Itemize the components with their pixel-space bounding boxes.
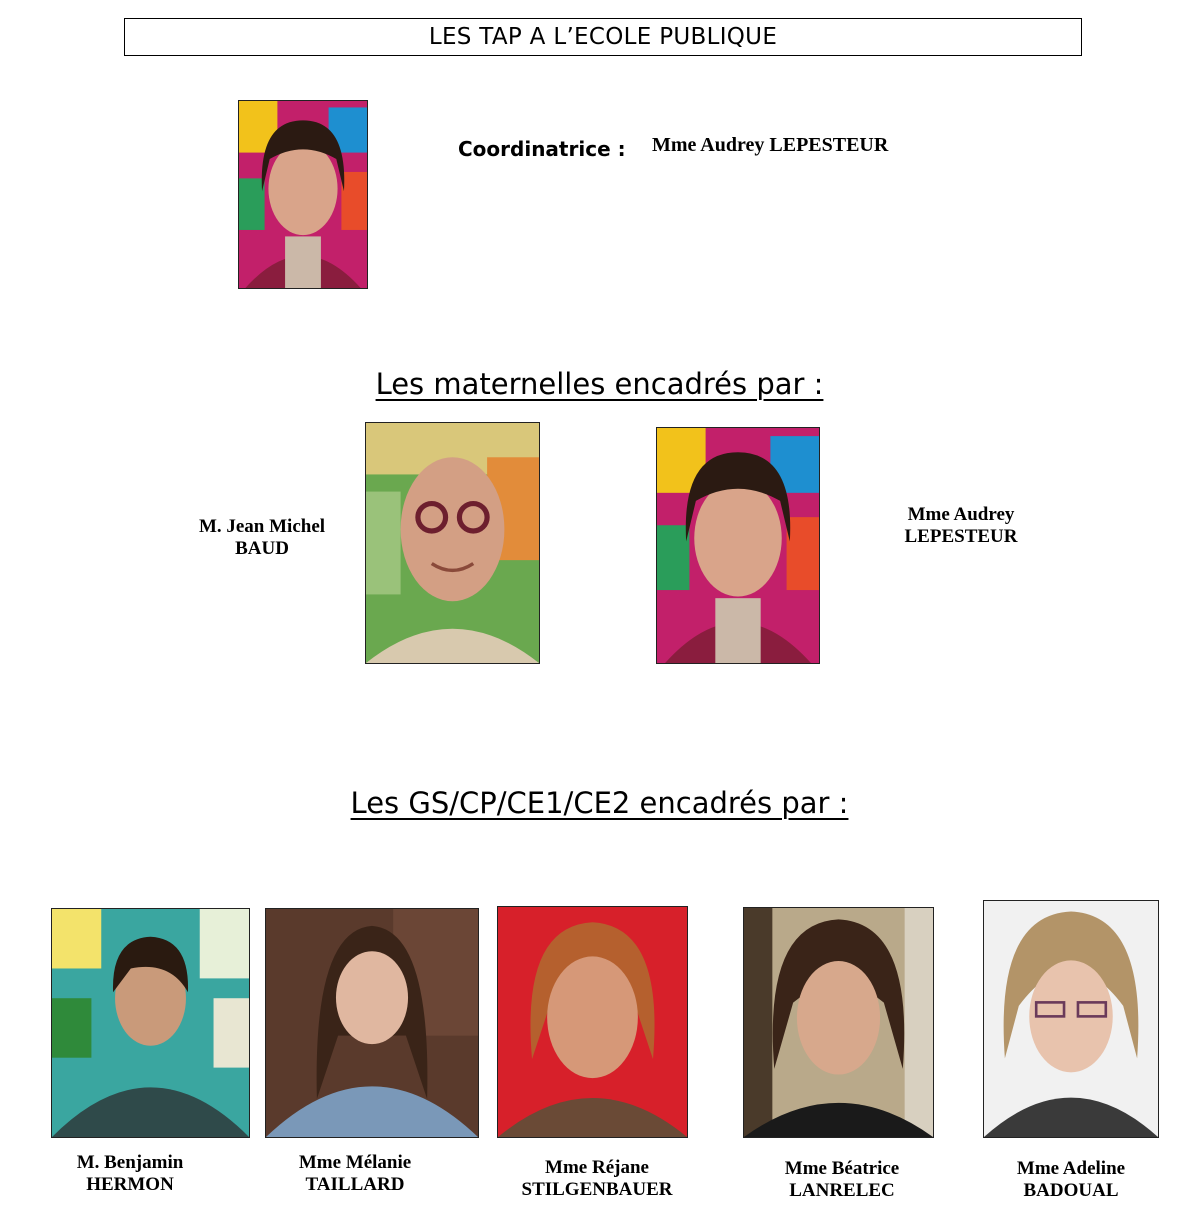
staff-name-stilgenbauer	[497, 1157, 697, 1201]
staff-first-line: M. Benjamin	[76, 1152, 184, 1173]
staff-last-line: LANRELEC	[789, 1180, 895, 1201]
staff-last-line: STILGENBAUER	[521, 1179, 673, 1200]
photo-coordinator	[238, 100, 368, 289]
staff-first-line: Mme Adeline	[1016, 1158, 1126, 1179]
staff-first-line: Mme Béatrice	[784, 1158, 900, 1179]
staff-name-lepesteur	[881, 504, 1041, 548]
staff-last-line: LEPESTEUR	[904, 526, 1018, 547]
photo-lepesteur	[656, 427, 820, 664]
coordinator-label: Coordinatrice :	[458, 137, 626, 161]
photo-stilgenbauer	[497, 906, 688, 1138]
maternelles-heading: Les maternelles encadrés par :	[375, 367, 824, 401]
staff-name-hermon	[50, 1152, 210, 1196]
staff-last-line: BAUD	[235, 538, 289, 559]
staff-first-line: Mme Mélanie	[298, 1152, 412, 1173]
photo-hermon	[51, 908, 250, 1138]
photo-lanrelec	[743, 907, 934, 1138]
staff-first-line: M. Jean Michel	[198, 516, 326, 537]
staff-last-line: BADOUAL	[1023, 1180, 1119, 1201]
photo-baud	[365, 422, 540, 664]
staff-first-line: Mme Réjane	[545, 1157, 649, 1178]
page-banner	[124, 18, 1082, 56]
staff-name-badoual	[991, 1158, 1151, 1202]
photo-badoual	[983, 900, 1159, 1138]
elementaires-heading: Les GS/CP/CE1/CE2 encadrés par :	[350, 786, 849, 820]
photo-taillard	[265, 908, 479, 1138]
staff-first-line: Mme Audrey	[907, 504, 1015, 525]
staff-name-baud	[182, 516, 342, 560]
staff-name-lanrelec	[762, 1158, 922, 1202]
staff-last-line: TAILLARD	[305, 1174, 405, 1195]
staff-name-taillard	[275, 1152, 435, 1196]
coordinator-name: Mme Audrey LEPESTEUR	[652, 134, 889, 156]
staff-last-line: HERMON	[86, 1174, 174, 1195]
banner-title: LES TAP A L’ECOLE PUBLIQUE	[428, 24, 778, 50]
